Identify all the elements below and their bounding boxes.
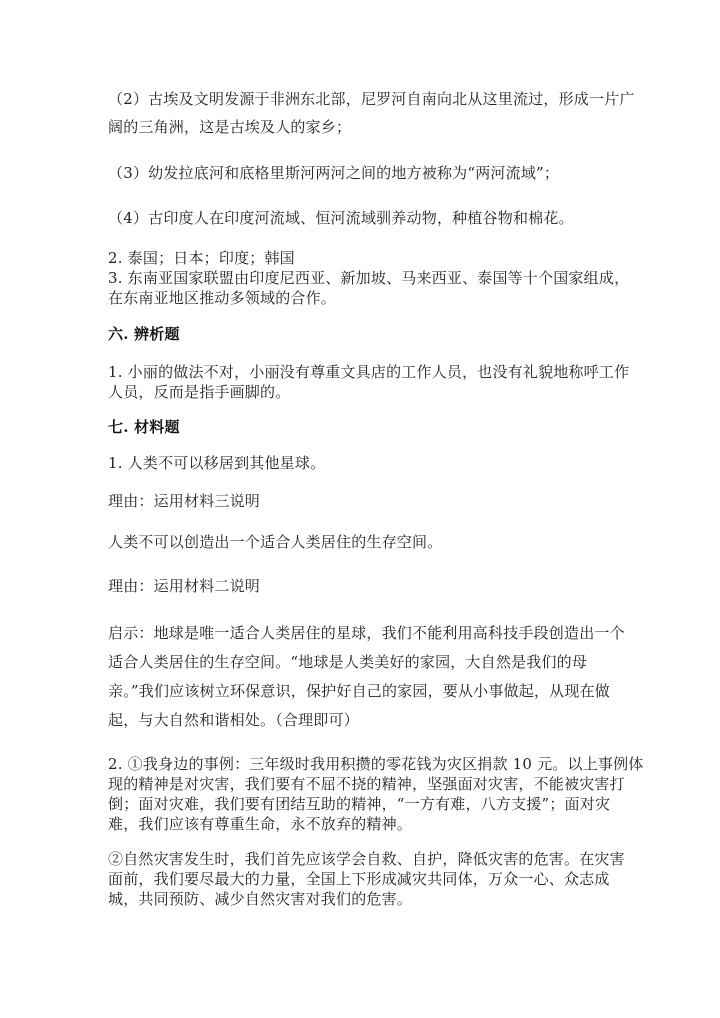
section-6-answer-1-line-1: 1. 小丽的做法不对，小丽没有尊重文具店的工作人员，也没有礼貌地称呼工作 xyxy=(108,363,630,381)
q2-part-2-line-2: 面前，我们要尽最大的力量，全国上下形成减灾共同体，万众一心、众志成 xyxy=(108,870,610,888)
q2-part-1-line-2: 现的精神是对灾害，我们要有不屈不挠的精神，坚强面对灾害，不能被灾害打 xyxy=(108,775,625,793)
section-6-answer-1-line-2: 人员，反而是指手画脚的。 xyxy=(108,383,291,401)
q1-line-2: 人类不可以创造出一个适合人类居住的生存空间。 xyxy=(108,533,443,551)
answer-3-line-1: 3. 东南亚国家联盟由印度尼西亚、新加坡、马来西亚、泰国等十个国家组成， xyxy=(108,269,630,287)
q1-insight-line-4: 起，与大自然和谐相处。（合理即可） xyxy=(108,711,359,729)
q1-insight-line-1: 启示：地球是唯一适合人类居住的星球，我们不能利用高科技手段创造出一个 xyxy=(108,624,625,642)
answer-2: 2. 泰国；日本；印度；韩国 xyxy=(108,249,295,267)
q2-part-1-line-3: 倒；面对灾难，我们要有团结互助的精神，“一方有难，八方支援”；面对灾 xyxy=(108,795,611,813)
q2-part-1-line-1: 2. ①我身边的事例：三年级时我用积攒的零花钱为灾区捐款 10 元。以上事例体 xyxy=(108,755,644,773)
paragraph-item-2-line-2: 阔的三角洲，这是古埃及人的家乡； xyxy=(108,118,352,136)
q1-reason-1: 理由：运用材料三说明 xyxy=(108,492,261,510)
q1-reason-2: 理由：运用材料二说明 xyxy=(108,577,261,595)
q2-part-2-line-1: ②自然灾害发生时，我们首先应该学会自救、自护，降低灾害的危害。在灾害 xyxy=(108,850,625,868)
section-heading-7: 七. 材料题 xyxy=(108,418,180,436)
q1-insight-line-2: 适合人类居住的生存空间。“地球是人类美好的家园，大自然是我们的母 xyxy=(108,653,588,671)
paragraph-item-3: （3）幼发拉底河和底格里斯河两河之间的地方被称为“两河流域”； xyxy=(108,164,560,182)
paragraph-item-2-line-1: （2）古埃及文明发源于非洲东北部，尼罗河自南向北从这里流过，形成一片广 xyxy=(108,90,635,108)
paragraph-item-4: （4）古印度人在印度河流域、恒河流域驯养动物，种植谷物和棉花。 xyxy=(108,209,574,227)
q2-part-1-line-4: 难，我们应该有尊重生命，永不放弃的精神。 xyxy=(108,815,413,833)
answer-3-line-2: 在东南亚地区推动多领域的合作。 xyxy=(108,289,337,307)
q1-insight-line-3: 亲。”我们应该树立环保意识，保护好自己的家园，要从小事做起，从现在做 xyxy=(108,682,610,700)
section-heading-6: 六. 辨析题 xyxy=(108,325,180,343)
q2-part-2-line-3: 城，共同预防、减少自然灾害对我们的危害。 xyxy=(108,890,413,908)
q1-line-1: 1. 人类不可以移居到其他星球。 xyxy=(108,454,326,472)
